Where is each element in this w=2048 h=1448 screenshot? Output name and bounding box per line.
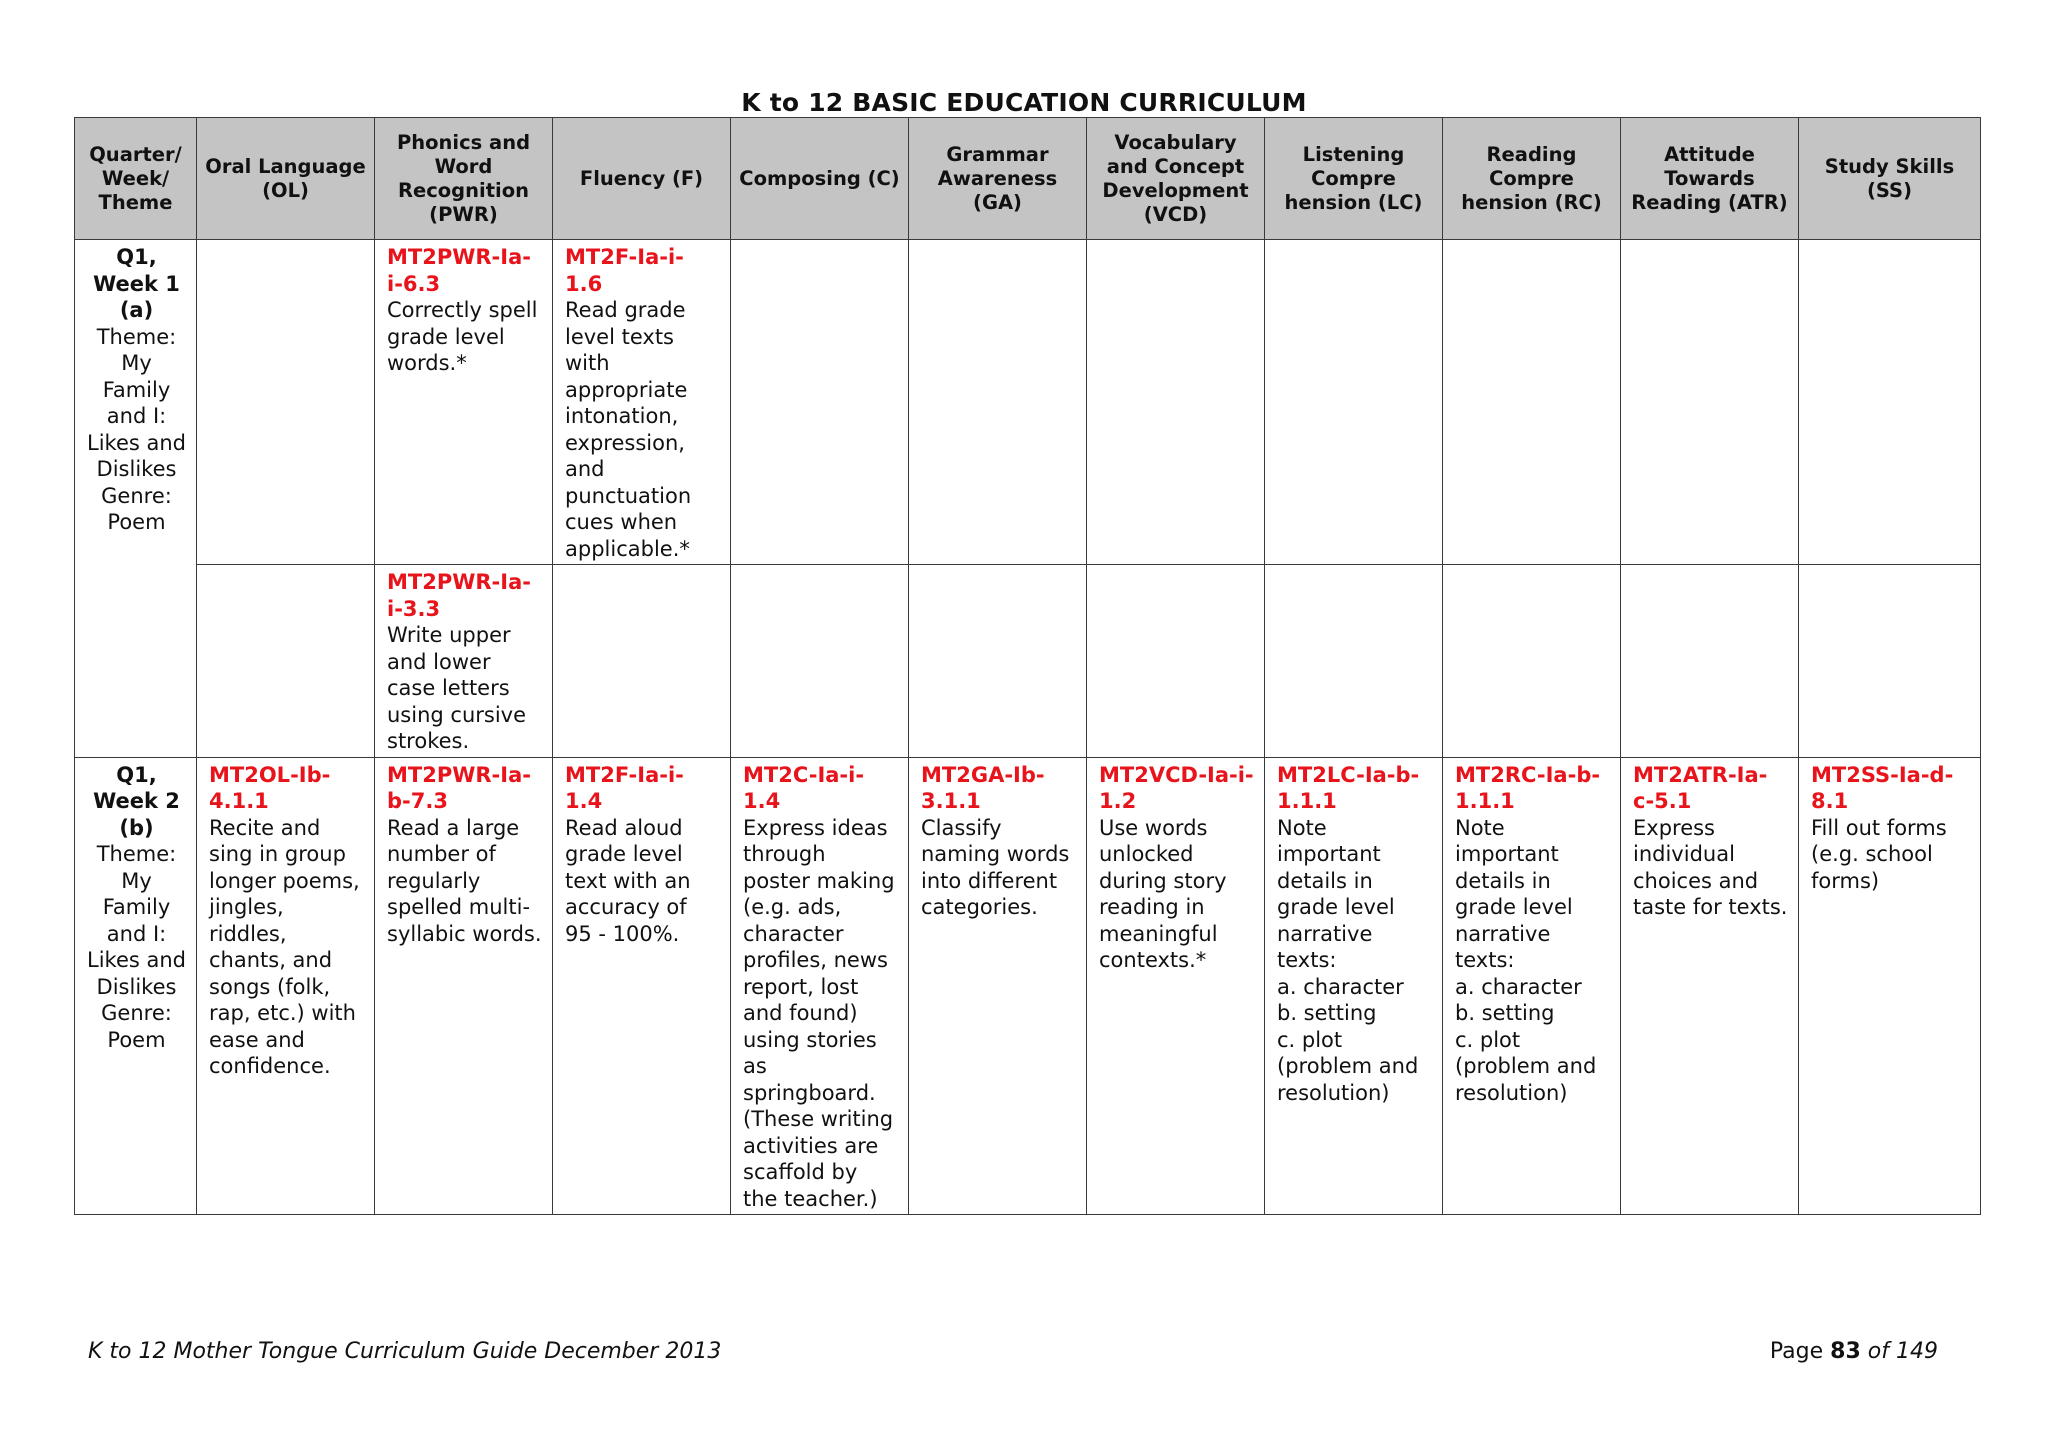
competency-code: MT2ATR-Ia-c-5.1 [1633,762,1768,813]
cell-fluency [553,757,731,1215]
cell-vocabulary-empty [1087,565,1265,758]
footer-guide-title: K to 12 Mother Tongue Curriculum Guide December 2013 [88,1339,722,1364]
competency-text: Classify naming words into different categories. [921,815,1070,919]
competency-text: Read aloud grade level text with an accuracy of 95 - 100%. [565,815,691,946]
competency-code: MT2F-Ia-i-1.4 [565,762,684,813]
competency-text: Read a large number of regularly spelled multi-syllabic words. [387,815,542,946]
cell-attitude-empty [1621,565,1799,758]
cell-pwr [375,565,553,758]
page-label: Page [1769,1339,1824,1364]
cell-fluency [553,240,731,565]
competency-code: MT2SS-Ia-d-8.1 [1811,762,1954,813]
cell-pwr [375,240,553,565]
competency-text: Correctly spell grade level words.* [387,298,538,375]
table-row-week1-a [75,240,1981,565]
cell-oral-language [197,757,375,1215]
cell-attitude [1621,757,1799,1215]
competency-code: MT2RC-Ia-b-1.1.1 [1455,762,1601,813]
cell-reading-empty [1443,240,1621,565]
competency-text: Recite and sing in group longer poems, jingles, riddles, chants, and songs (folk, rap, etc.) with ease and confidence. [209,815,360,1078]
cell-grammar-empty [909,240,1087,565]
competency-text: Use words unlocked during story reading in meaningful contexts.* [1099,815,1227,972]
cell-vocabulary [1087,757,1265,1215]
header-reading-comprehension: Reading Compre hension (RC) [1443,118,1621,240]
document-title: K to 12 BASIC EDUCATION CURRICULUM [741,88,1307,117]
competency-code: MT2F-Ia-i-1.6 [565,245,684,296]
theme-text: Theme: My Family and I: Likes and Dislikes Genre: Poem [87,324,186,534]
cell-study-skills-empty [1799,565,1981,758]
page-current: 83 [1830,1339,1861,1364]
cell-grammar-empty [909,565,1087,758]
header-attitude-towards-reading: Attitude Towards Reading (ATR) [1621,118,1799,240]
header-phonics-word-recognition: Phonics and Word Recognition (PWR) [375,118,553,240]
header-listening-comprehension: Listening Compre hension (LC) [1265,118,1443,240]
table-row-week1-b [75,565,1981,758]
theme-text: Theme: My Family and I: Likes and Dislikes Genre: Poem [87,842,186,1052]
page-total: of 149 [1867,1339,1938,1364]
cell-reading [1443,757,1621,1215]
header-row [75,118,1981,240]
competency-text: Note important details in grade level narrative texts: a. character b. setting c. plot (problem and resolution) [1277,815,1419,1105]
cell-ol-empty [197,240,375,565]
competency-code: MT2GA-Ib-3.1.1 [921,762,1045,813]
header-quarter-week-theme: Quarter/ Week/ Theme [75,118,197,240]
curriculum-table [74,117,1981,1215]
cell-listening-empty [1265,240,1443,565]
competency-code: MT2PWR-Ia-i-6.3 [387,245,531,296]
cell-composing-empty [731,240,909,565]
cell-study-skills-empty [1799,240,1981,565]
cell-composing [731,757,909,1215]
competency-text: Note important details in grade level narrative texts: a. character b. setting c. plot (problem and resolution) [1455,815,1597,1105]
quarter-week-label: Q1, Week 1 (a) [93,245,180,322]
cell-study-skills [1799,757,1981,1215]
competency-text: Read grade level texts with appropriate intonation, expression, and punctuation cues when applicable.* [565,298,692,561]
header-fluency: Fluency (F) [553,118,731,240]
cell-attitude-empty [1621,240,1799,565]
competency-text: Express ideas through poster making (e.g. ads, character profiles, news report, lost and found) using stories as springboard.(These writing activities are scaffold by the teacher.) [743,815,895,1211]
competency-code: MT2PWR-Ia-i-3.3 [387,570,531,621]
cell-vocabulary-empty [1087,240,1265,565]
competency-code: MT2OL-Ib-4.1.1 [209,762,331,813]
header-grammar-awareness: Grammar Awareness (GA) [909,118,1087,240]
quarter-cell-week2 [75,757,197,1215]
header-composing: Composing (C) [731,118,909,240]
competency-code: MT2C-Ia-i-1.4 [743,762,865,813]
table-row-week2 [75,757,1981,1215]
footer-page-number [1770,1339,1938,1364]
header-oral-language: Oral Language (OL) [197,118,375,240]
competency-text: Fill out forms (e.g. school forms) [1811,815,1947,893]
header-vocabulary-concept-development: Vocabulary and Concept Development (VCD) [1087,118,1265,240]
quarter-week-label: Q1, Week 2 (b) [93,762,180,840]
cell-pwr [375,757,553,1215]
competency-code: MT2LC-Ia-b-1.1.1 [1277,762,1420,813]
header-study-skills: Study Skills (SS) [1799,118,1981,240]
competency-text: Express individual choices and taste for texts. [1633,815,1788,919]
cell-composing-empty [731,565,909,758]
quarter-cell-week1 [75,240,197,758]
cell-reading-empty [1443,565,1621,758]
cell-listening-empty [1265,565,1443,758]
cell-grammar [909,757,1087,1215]
cell-listening [1265,757,1443,1215]
competency-text: Write upper and lower case letters using cursive strokes. [387,623,527,753]
cell-fluency-empty [553,565,731,758]
competency-code: MT2VCD-Ia-i-1.2 [1099,762,1254,813]
cell-ol-empty [197,565,375,758]
competency-code: MT2PWR-Ia-b-7.3 [387,762,531,813]
